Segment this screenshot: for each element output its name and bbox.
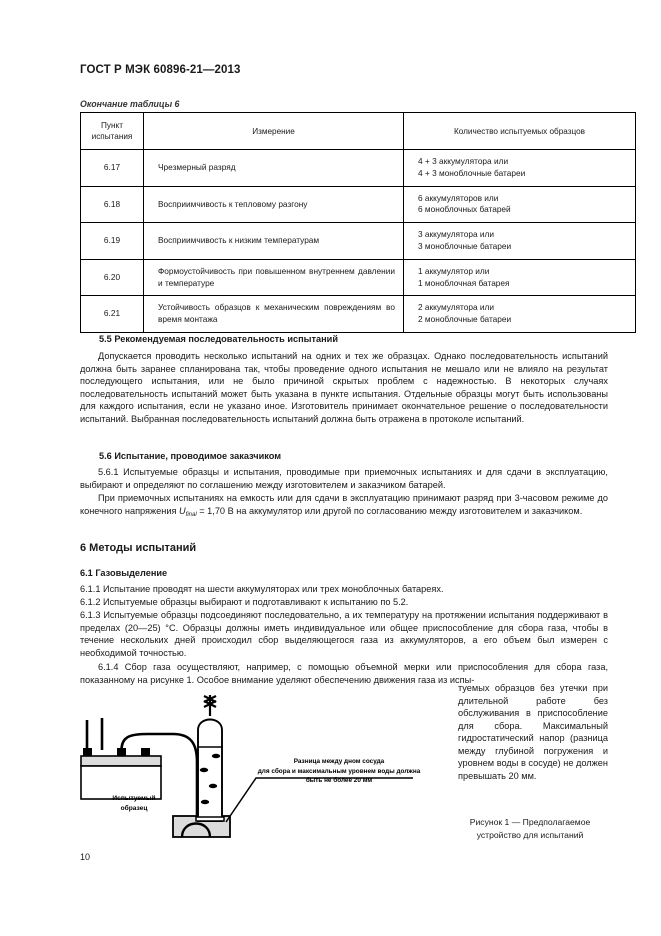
tube-bottom-seal (196, 817, 224, 821)
table-body (81, 150, 636, 333)
table-col-header-item-line1: Пункт (101, 121, 123, 130)
table-caption: Окончание таблицы 6 (80, 99, 180, 109)
figure-1-caption-line1: Рисунок 1 — Предполагаемое (469, 817, 591, 827)
table-row (81, 296, 636, 333)
row-quantity (404, 223, 636, 260)
document-standard-header: ГОСТ Р МЭК 60896-21—2013 (80, 64, 241, 76)
row-quantity (404, 259, 636, 296)
row-quantity-line2: 2 моноблочные батареи (418, 314, 512, 325)
row-measurement: Формоустойчивость при повышенном внутреннем давлении и температуре (144, 259, 404, 296)
section-6-1-4-text: 6.1.4 Сбор газа осуществляют, например, с помощью объемной мерки или приспособления для сбора газа, показанному на рисунке 1. Особое внимание уделяют обеспечению движения газа из испы- (80, 662, 608, 685)
section-5-6-formula-paragraph (80, 492, 608, 519)
row-measurement: Устойчивость образцов к механическим повреждениям во время монтажа (144, 296, 404, 333)
row-quantity-line1: 6 аккумуляторов или (418, 192, 499, 203)
section-6-1-4-continuation: туемых образцов без утечки при длительной работе без обслуживания в приспособление для сбора. Максимальный гидростатический напор (разница между глубиной погружения и уровнем воды в сосуде) не должен превышать 20 мм. (458, 683, 608, 781)
section-6-1-1-paragraph: 6.1.1 Испытание проводят на шести аккумуляторах или трех моноблочных батареях. (80, 584, 444, 594)
row-quantity-line1: 1 аккумулятор или (418, 265, 490, 276)
section-heading-6-1: 6.1 Газовыделение (80, 568, 168, 578)
table-col-header-item (81, 113, 144, 150)
row-quantity-line1: 2 аккумулятора или (418, 302, 495, 313)
row-measurement: Чрезмерный разряд (144, 150, 404, 187)
section-5-6-1-paragraph (80, 466, 608, 491)
row-measurement: Восприимчивость к тепловому разгону (144, 186, 404, 223)
row-item-number: 6.20 (81, 259, 144, 296)
section-5-5-paragraph (80, 350, 608, 425)
table-row (81, 259, 636, 296)
section-heading-5-5: 5.5 Рекомендуемая последовательность испытаний (99, 334, 338, 344)
row-quantity-line2: 3 моноблочные батареи (418, 241, 512, 252)
row-quantity-line1: 4 + 3 аккумулятора или (418, 156, 509, 167)
row-item-number: 6.21 (81, 296, 144, 333)
figure-battery-label-line2: образец (120, 805, 148, 812)
variable-u-final-subscript: final (185, 511, 197, 518)
figure-battery-label (86, 794, 182, 814)
table-col-header-measurement: Измерение (144, 113, 404, 150)
figure-annotation-line1: Разница между дном сосуда (293, 758, 385, 765)
battery-terminal-wires (87, 718, 102, 750)
section-heading-5-6: 5.6 Испытание, проводимое заказчиком (99, 451, 282, 461)
section-6-1-2-paragraph: 6.1.2 Испытуемые образцы выбирают и подготавливают к испытанию по 5.2. (80, 597, 409, 607)
test-items-table (80, 112, 636, 333)
section-6-1-3-paragraph: 6.1.3 Испытуемые образцы подсоединяют последовательно, а их температуру на протяжении испытания поддерживают в пределах (20—25) °С. Образцы должны иметь индивидуальное или общее приспособление для сбора газа, чтобы в течение нескольких дней происходил сбор выделяющегося газа из аккумуляторов, а его объем был измерен с необходимой точностью. (80, 610, 608, 658)
tube-top-valve (204, 695, 216, 716)
figure-annotation-line3: воды должна быть не более 20 мм (305, 767, 421, 785)
figure-battery-label-line1: Испытуемый (112, 795, 156, 802)
figure-annotation-line2: для сбора и максимальным уровнем (257, 767, 376, 775)
battery-lid (81, 756, 161, 766)
section-heading-6: 6 Методы испытаний (80, 542, 197, 554)
row-quantity (404, 296, 636, 333)
table-col-header-item-line2: испытания (91, 132, 133, 142)
row-quantity-line2: 4 + 3 моноблочные батареи (418, 167, 526, 178)
row-quantity (404, 186, 636, 223)
variable-u-final: U (179, 505, 186, 516)
row-item-number: 6.18 (81, 186, 144, 223)
table-header-row (81, 113, 636, 150)
section-5-6-1-text: 5.6.1 Испытуемые образцы и испытания, проводимые при приемочных испытаниях и для сдачи в эксплуатацию, выбирают и определяют по соглашению между изготовителем и заказчиком батарей. (80, 467, 608, 490)
figure-1-caption-line2: устройство для испытаний (476, 830, 584, 840)
page-number: 10 (80, 852, 91, 862)
table-header (81, 113, 636, 150)
table-row (81, 186, 636, 223)
section-5-6-text-after-variable: = 1,70 В на аккумулятор или другой по согласованию между изготовителем и заказчиком. (196, 505, 583, 516)
row-item-number: 6.17 (81, 150, 144, 187)
section-5-6-text-before-variable: При приемочных испытаниях на емкость или для сдачи в эксплуатацию принимают разряд при 3-часовом режиме до конечного напряжения (80, 493, 608, 516)
section-5-5-text: Допускается проводить несколько испытаний на одних и тех же образцах. Однако последовательность испытаний должна быть заранее спланирована так, чтобы проведение одного испытания не мешало или не влияло на результат последующего испытания, или не было причиной скрытых проблем с надежностью. В некоторых случаях последовательность испытаний может быть указана в пункте испытания. Отдельные образцы могут быть использованы для каждого испытания, если не указано иное. Изготовитель принимает окончательное решение о последовательности испытаний. Выбранная последовательность испытаний должна быть отражена в протоколе испытаний. (80, 351, 608, 424)
table-col-header-quantity: Количество испытуемых образцов (404, 113, 636, 150)
figure-annotation-note (257, 757, 421, 786)
row-quantity (404, 150, 636, 187)
row-item-number: 6.19 (81, 223, 144, 260)
row-quantity-line2: 6 моноблочных батарей (418, 204, 511, 215)
table-row (81, 223, 636, 260)
row-measurement: Восприимчивость к низким температурам (144, 223, 404, 260)
row-quantity-line1: 3 аккумулятора или (418, 229, 495, 240)
figure-1-caption (440, 816, 620, 842)
table-row (81, 150, 636, 187)
row-quantity-line2: 1 моноблочная батарея (418, 277, 510, 288)
